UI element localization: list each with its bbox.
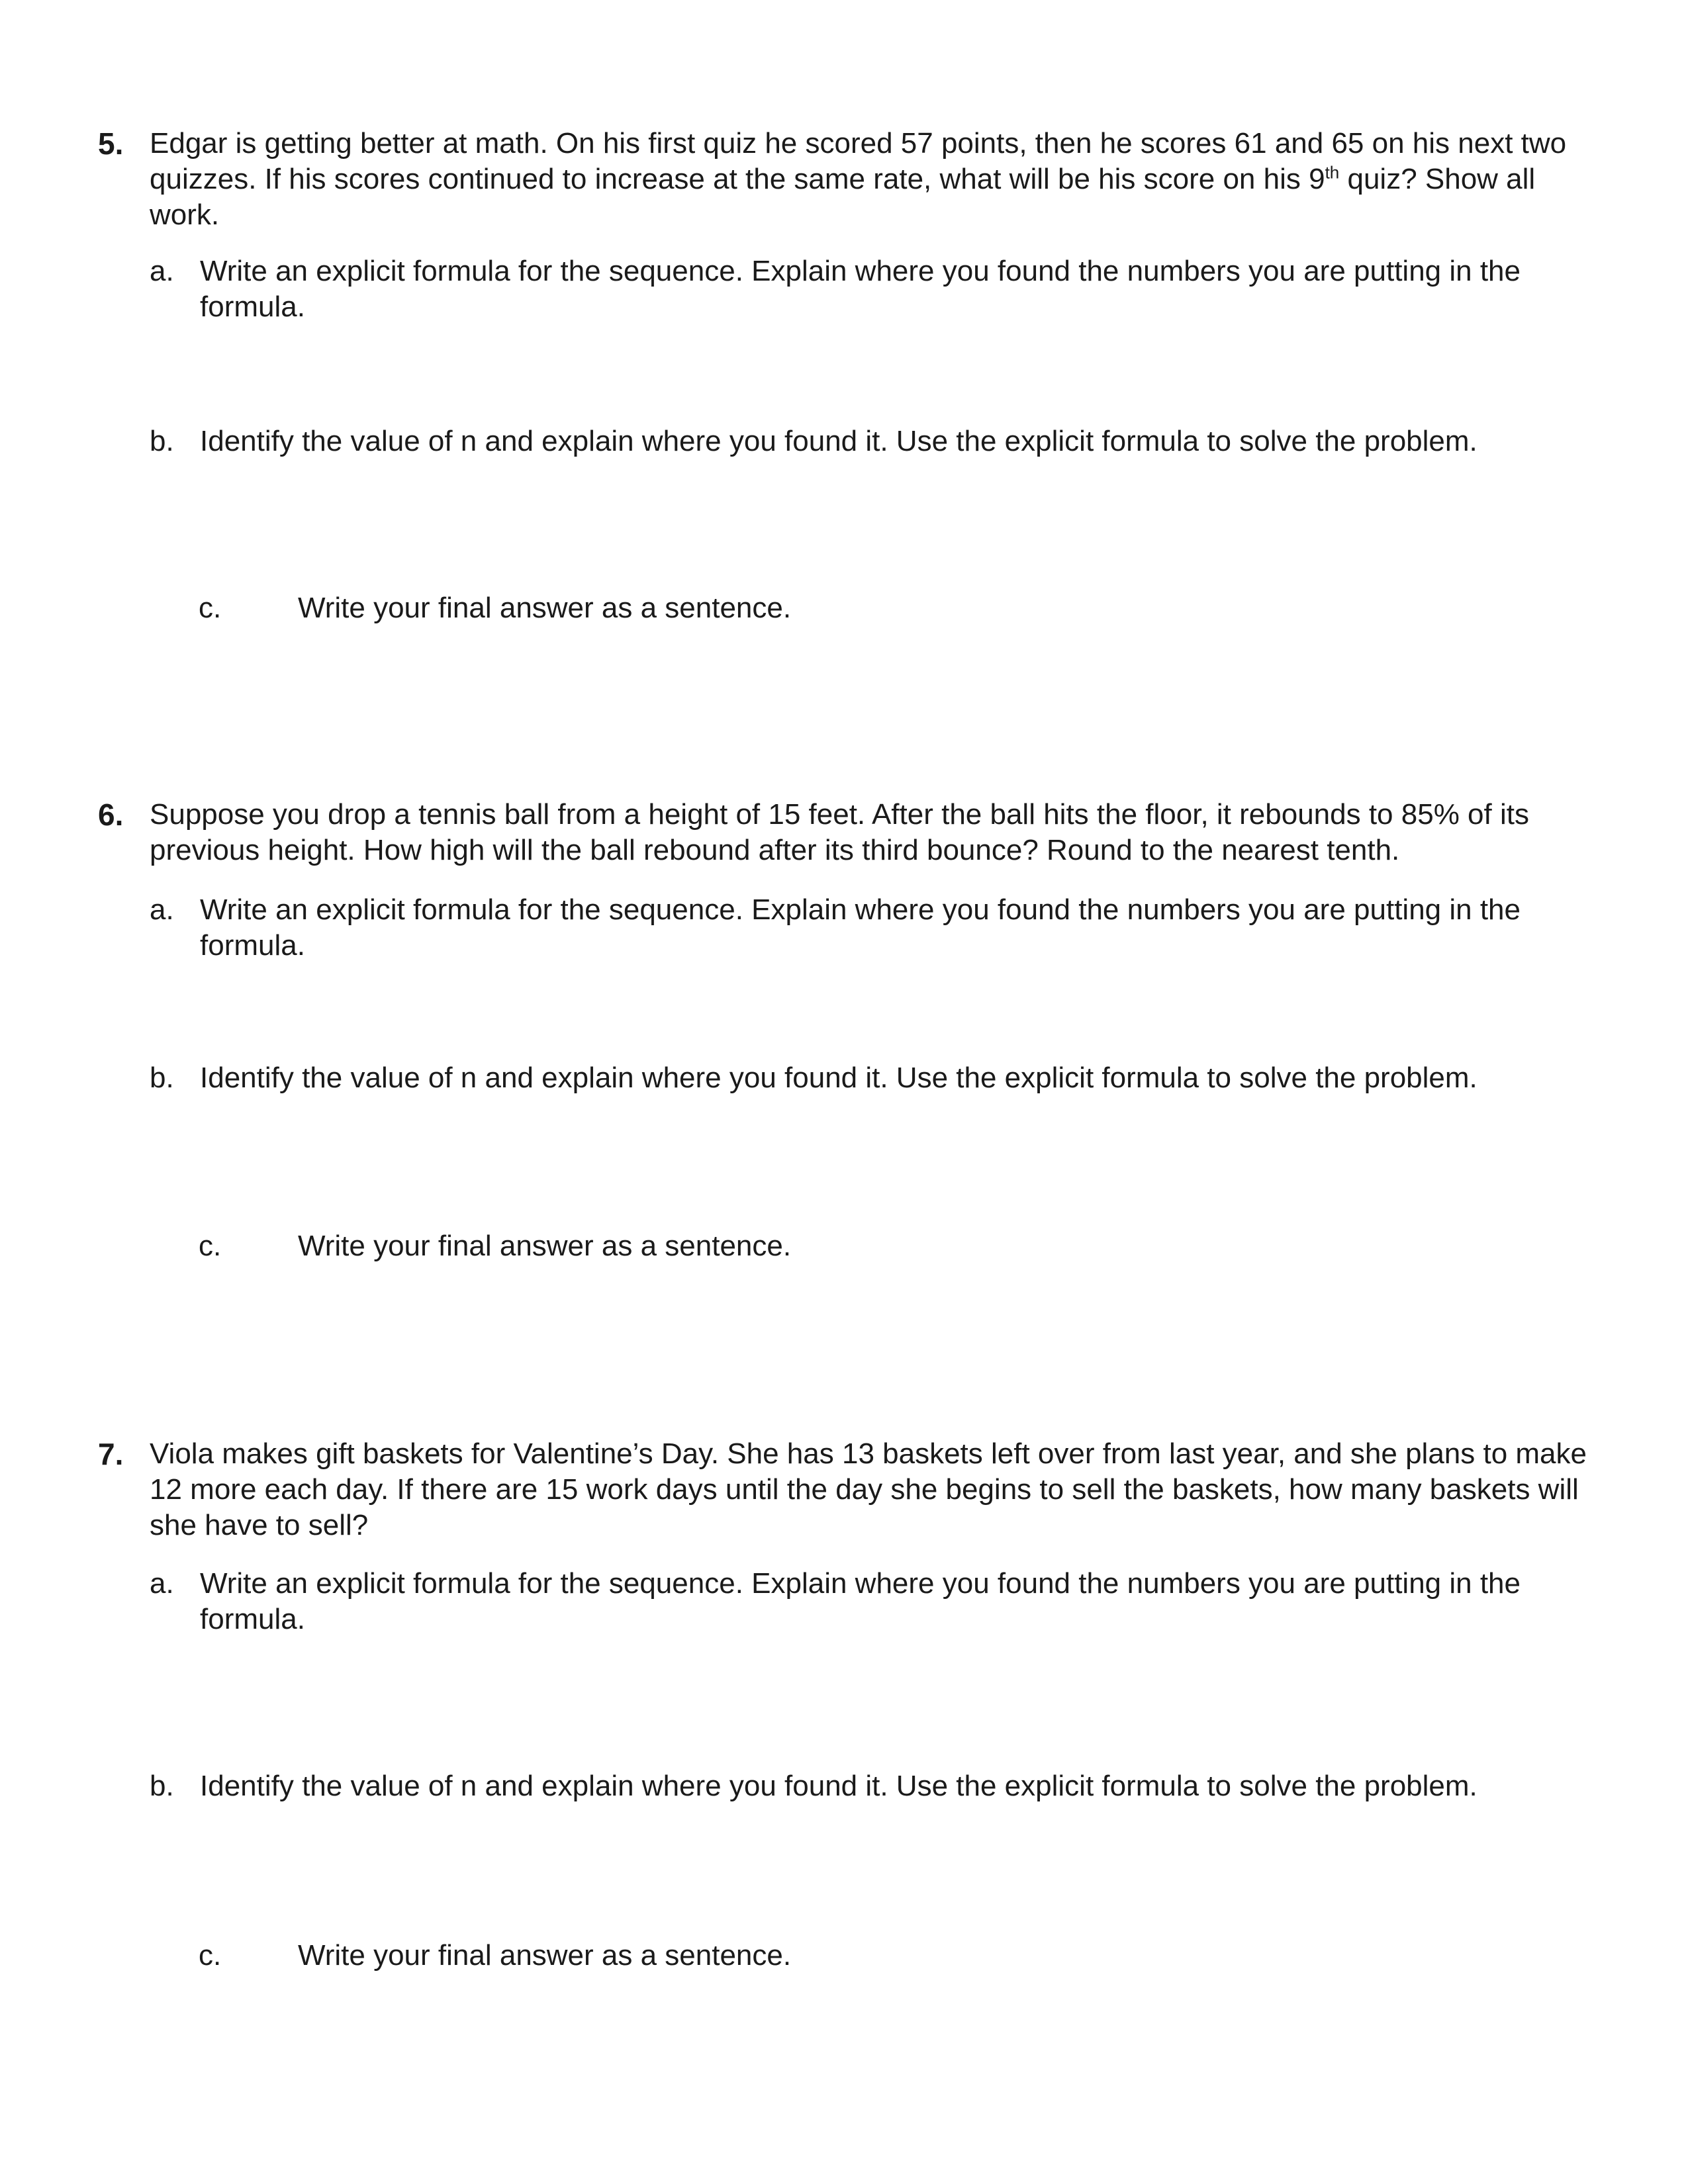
- problem-stem: [150, 126, 1593, 233]
- problem-number: 7.: [98, 1437, 124, 1471]
- part-letter: a.: [150, 255, 174, 287]
- stem-text-end: quiz? Show all work.: [150, 163, 1536, 231]
- part-text: Write an explicit formula for the sequence. Explain where you found the numbers you are putting in the formula.: [200, 255, 1521, 323]
- part-letter: c.: [199, 592, 222, 624]
- problem-number: 5.: [98, 126, 124, 161]
- part-letter: b.: [150, 1770, 174, 1802]
- ordinal-suffix: th: [1325, 162, 1340, 183]
- part-letter: b.: [150, 1062, 174, 1094]
- part-letter: c.: [199, 1939, 222, 1972]
- part-text: Identify the value of n and explain where you found it. Use the explicit formula to solve the problem.: [200, 1062, 1477, 1094]
- part-letter: c.: [199, 1230, 222, 1262]
- part-text: Identify the value of n and explain where you found it. Use the explicit formula to solve the problem.: [200, 1770, 1477, 1802]
- problem-number: 6.: [98, 797, 124, 832]
- stem-text: Edgar is getting better at math. On his first quiz he scored 57 points, then he scores 61 and 65 on his next two quizzes. If his scores continued to increase at the same rate, what will be his score on his 9: [150, 127, 1567, 195]
- part-text: Write an explicit formula for the sequence. Explain where you found the numbers you are putting in the formula.: [200, 1567, 1521, 1635]
- part-letter: a.: [150, 1567, 174, 1600]
- part-text: Identify the value of n and explain where you found it. Use the explicit formula to solve the problem.: [200, 425, 1477, 457]
- part-text: Write your final answer as a sentence.: [298, 1230, 792, 1262]
- part-text: Write your final answer as a sentence.: [298, 592, 792, 624]
- problem-stem: Viola makes gift baskets for Valentine’s Day. She has 13 baskets left over from last year, and she plans to make 12 more each day. If there are 15 work days until the day she begins to sell the baskets, how many baskets will she have to sell?: [150, 1437, 1587, 1541]
- part-text: Write an explicit formula for the sequence. Explain where you found the numbers you are putting in the formula.: [200, 893, 1521, 962]
- problem-stem: Suppose you drop a tennis ball from a height of 15 feet. After the ball hits the floor, it rebounds to 85% of its previous height. How high will the ball rebound after its third bounce? Round to the nearest tenth.: [150, 798, 1529, 866]
- part-text: Write your final answer as a sentence.: [298, 1939, 792, 1972]
- part-letter: b.: [150, 425, 174, 457]
- part-letter: a.: [150, 893, 174, 926]
